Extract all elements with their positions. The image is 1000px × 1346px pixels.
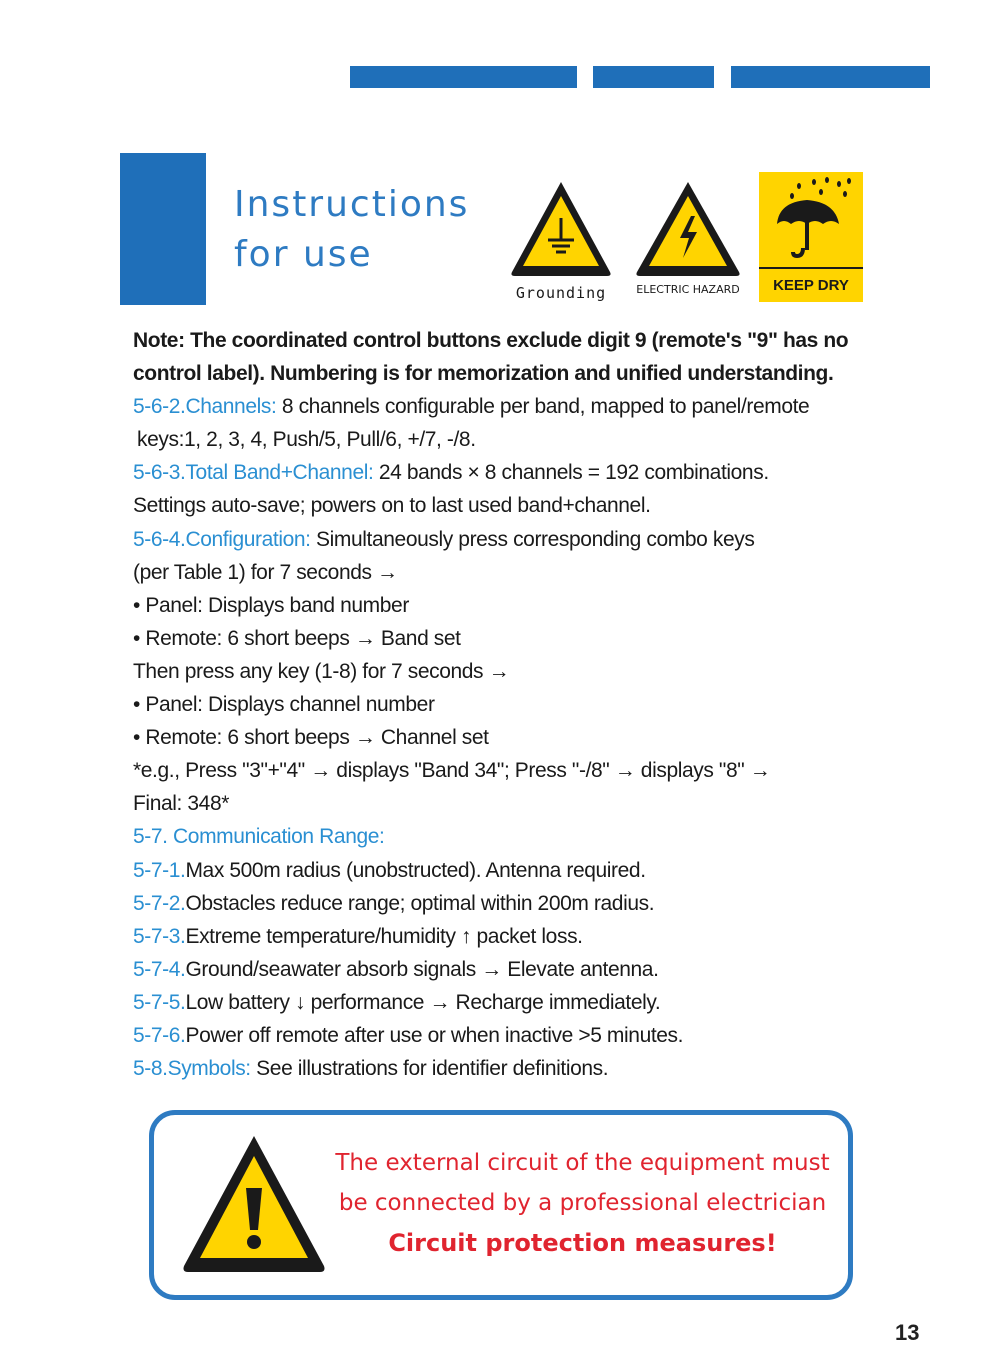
- keep-dry-divider: [759, 267, 863, 269]
- warning-message: [330, 1143, 835, 1263]
- title-accent-block: [120, 153, 206, 305]
- page-title: [234, 180, 469, 280]
- section-5-7-3: [133, 920, 953, 953]
- warning-line-1: The external circuit of the equipment must: [335, 1150, 830, 1176]
- bullet-remote-band: • Remote: 6 short beeps → Band set: [133, 626, 461, 650]
- section-text: See illustrations for identifier definitions.: [250, 1057, 609, 1081]
- section-label: 5-8.Symbols:: [133, 1057, 251, 1081]
- section-5-6-2-cont: keys:1, 2, 3, 4, Push/5, Pull/6, +/7, -/8.: [137, 428, 476, 452]
- section-text: Ground/seawater absorb signals → Elevate antenna.: [185, 957, 659, 981]
- section-5-6-4-cont: (per Table 1) for 7 seconds →: [133, 560, 398, 584]
- section-5-7-2: [133, 887, 953, 920]
- note-line-1: Note: The coordinated control buttons exclude digit 9 (remote's "9" has no: [133, 329, 849, 352]
- warning-line-3: Circuit protection measures!: [388, 1229, 777, 1257]
- bullet-panel-channel: • Panel: Displays channel number: [133, 693, 435, 717]
- section-text: Max 500m radius (unobstructed). Antenna required.: [185, 858, 646, 882]
- section-text: Extreme temperature/humidity ↑ packet loss.: [185, 924, 583, 948]
- section-5-8: [133, 1052, 953, 1085]
- grounding-label: Grounding: [515, 284, 607, 302]
- section-label: 5-6-2.Channels:: [133, 395, 277, 419]
- section-text: 8 channels configurable per band, mapped to panel/remote: [276, 395, 810, 419]
- instructions-body: [133, 324, 953, 1085]
- keep-dry-icon: [759, 172, 863, 302]
- section-label: 5-6-3.Total Band+Channel:: [133, 461, 374, 485]
- title-line-1: Instructions: [234, 184, 470, 225]
- header-bar-3: [731, 66, 930, 88]
- section-5-6-2: [133, 390, 953, 423]
- header-bar-2: [593, 66, 714, 88]
- bullet-panel-band: • Panel: Displays band number: [133, 593, 409, 617]
- section-5-6-3-cont: Settings auto-save; powers on to last used band+channel.: [133, 494, 651, 518]
- keep-dry-label: KEEP DRY: [773, 277, 849, 294]
- section-text: Low battery ↓ performance → Recharge immediately.: [185, 990, 661, 1014]
- warning-exclamation-icon: [180, 1130, 328, 1278]
- section-text: Obstacles reduce range; optimal within 200m radius.: [185, 891, 655, 915]
- section-label: 5-7-1.: [133, 858, 186, 882]
- section-text: 24 bands × 8 channels = 192 combinations.: [373, 461, 769, 485]
- note-line-2: control label). Numbering is for memorization and unified understanding.: [133, 362, 834, 386]
- section-5-7-heading: 5-7. Communication Range:: [133, 825, 385, 849]
- title-line-2: for use: [234, 234, 373, 275]
- section-label: 5-7-3.: [133, 924, 186, 948]
- warning-line-2: be connected by a professional electrician: [338, 1190, 827, 1216]
- section-5-7-5: [133, 986, 953, 1019]
- section-label: 5-6-4.Configuration:: [133, 527, 311, 551]
- section-label: 5-7-4.: [133, 957, 186, 981]
- header-bar-1: [350, 66, 577, 88]
- section-5-7-4: [133, 953, 953, 986]
- section-text: Power off remote after use or when inactive >5 minutes.: [185, 1023, 684, 1047]
- section-5-7-1: [133, 854, 953, 887]
- example-line-1: *e.g., Press "3"+"4" → displays "Band 34"; Press "-/8" → displays "8" →: [133, 759, 771, 783]
- umbrella-icon: [759, 172, 863, 267]
- section-label: 5-7-6.: [133, 1023, 186, 1047]
- then-press-line: Then press any key (1-8) for 7 seconds →: [133, 659, 510, 683]
- grounding-sign-icon: [508, 178, 614, 278]
- page-number: 13: [895, 1320, 920, 1345]
- section-label: 5-7-2.: [133, 891, 186, 915]
- section-5-6-4: [133, 523, 953, 556]
- electric-hazard-label: ELECTRIC HAZARD: [636, 283, 740, 296]
- section-5-6-3: [133, 456, 953, 489]
- example-line-2: Final: 348*: [133, 792, 229, 816]
- section-label: 5-7-5.: [133, 990, 186, 1014]
- section-text: Simultaneously press corresponding combo keys: [310, 527, 755, 551]
- section-5-7-6: [133, 1019, 953, 1052]
- electric-hazard-icon: [633, 178, 743, 278]
- bullet-remote-channel: • Remote: 6 short beeps → Channel set: [133, 726, 489, 750]
